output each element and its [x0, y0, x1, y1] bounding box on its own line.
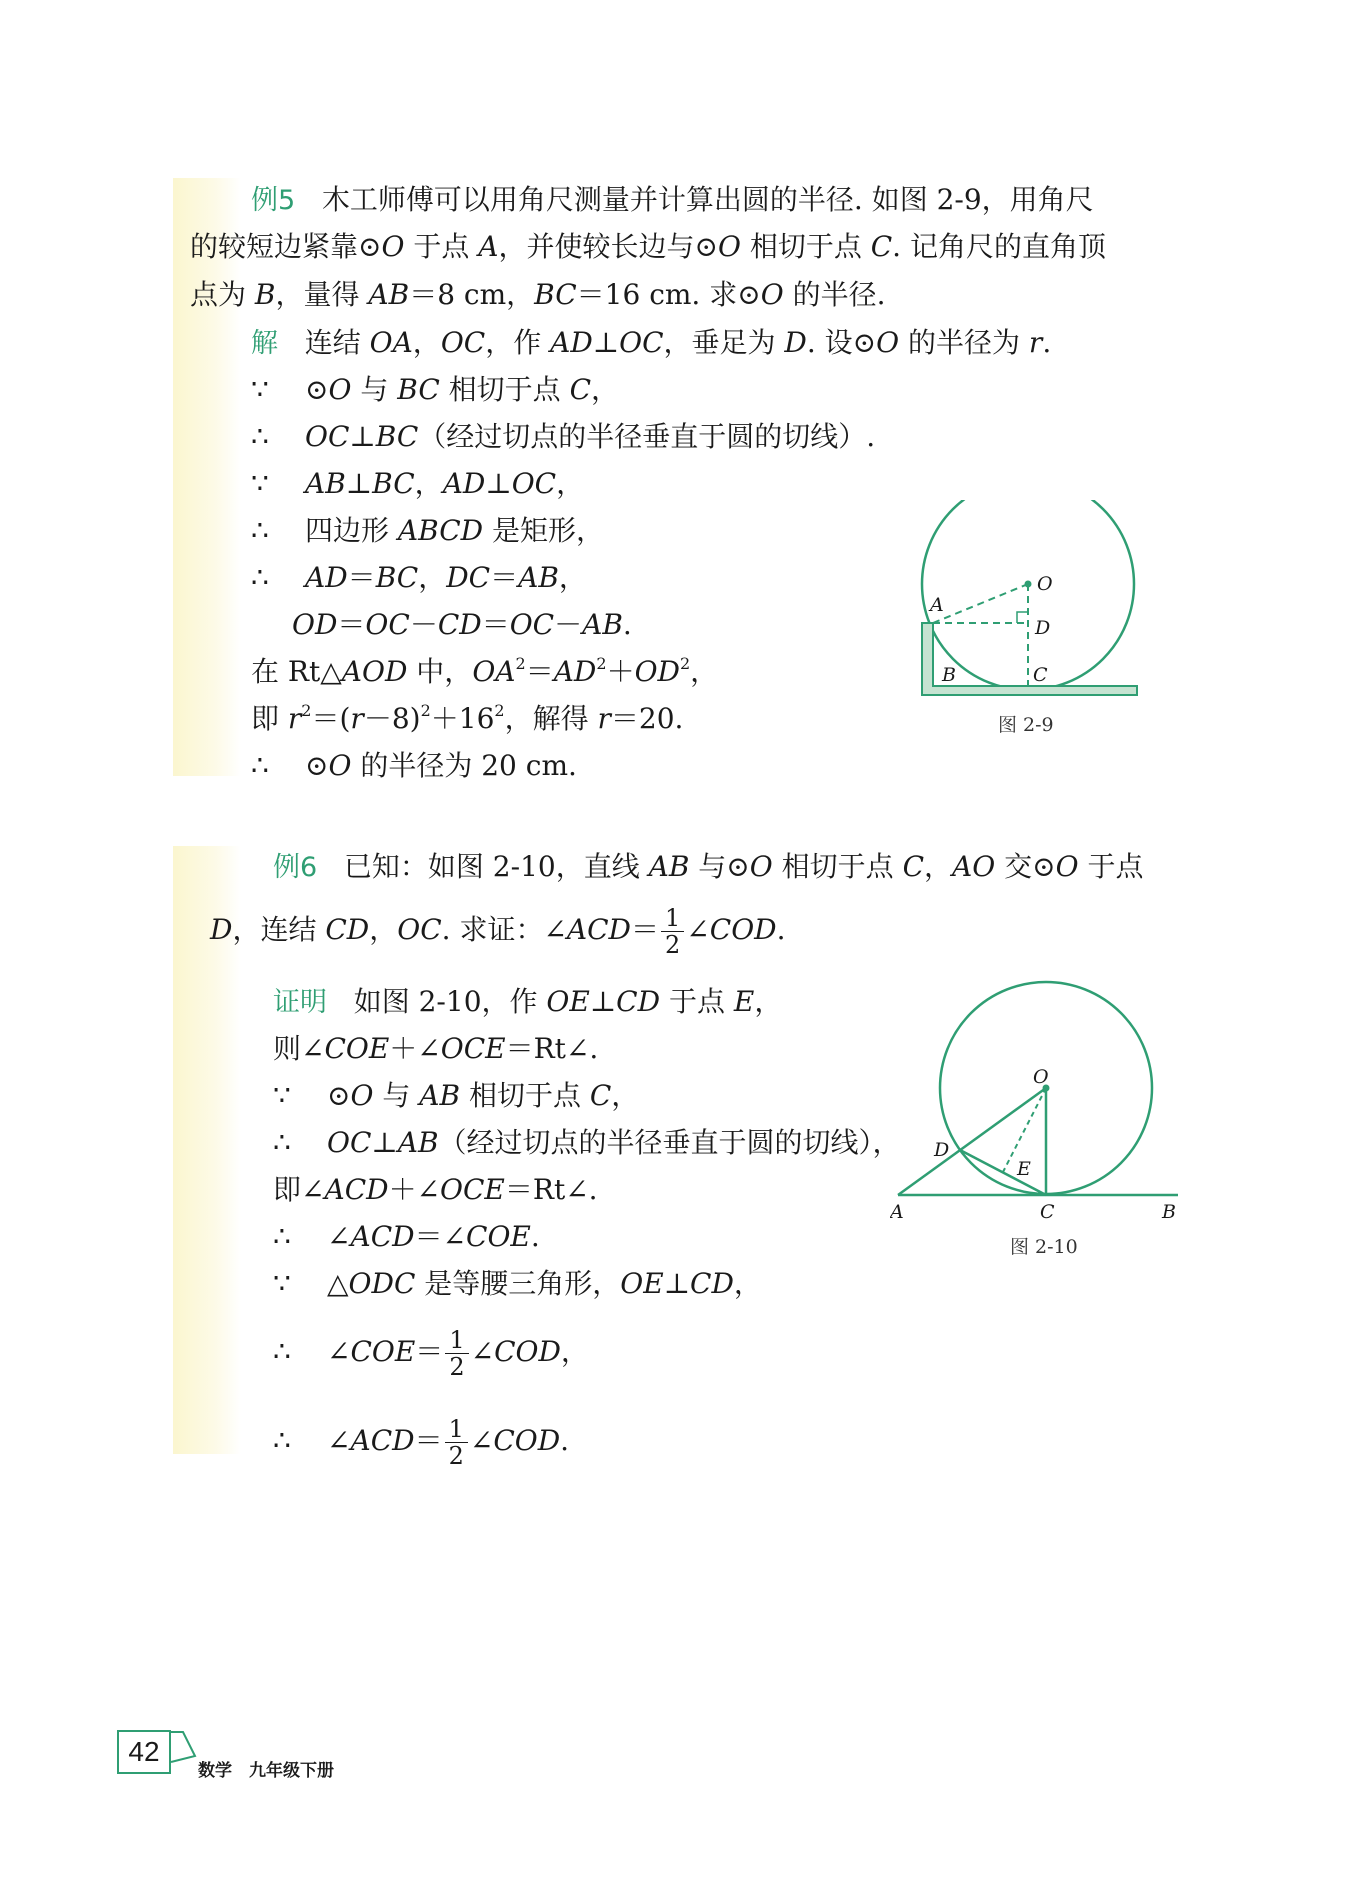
fraction-one-half: $\frac{1}{2}$ — [445, 1327, 468, 1380]
right-angle-mark — [1017, 612, 1028, 623]
figure-2-9 — [900, 500, 1160, 710]
figure-2-9-caption: 图 2-9 — [998, 714, 1054, 736]
ex6-proof-line-7: ∵ △ODC 是等腰三角形，OE⊥CD， — [273, 1264, 762, 1304]
center-point-o — [1025, 581, 1032, 588]
therefore-symbol: ∴ — [273, 1335, 291, 1368]
ex6-problem-line-2: D，连结 CD，OC. 求证：∠ACD＝ $\frac{1}{2}$ ∠COD. — [210, 904, 786, 959]
ex5-problem-line-3: 点为 B，量得 AB＝8 cm，BC＝16 cm. 求⊙O 的半径. — [190, 278, 886, 311]
ex6-proof-line-9: ∴ ∠ACD＝ $\frac{1}{2}$ ∠COD. — [273, 1415, 570, 1470]
because-symbol: ∵ — [273, 1079, 291, 1112]
ex6-proof-line-4: ∴ OC⊥AB（经过切点的半径垂直于圆的切线）， — [273, 1123, 901, 1163]
page-tab-arrow-icon — [169, 1730, 199, 1778]
ex5-solution-line-4: ∵ AB⊥BC，AD⊥OC， — [251, 464, 584, 504]
ex5-solution-line-3: ∴ OC⊥BC（经过切点的半径垂直于圆的切线）. — [251, 417, 875, 457]
fig10-label-b: B — [1162, 1201, 1176, 1223]
ex6-proof-line-1: 证明 如图 2-10，作 OE⊥CD 于点 E， — [273, 985, 783, 1018]
ex5-problem-line-2: 的较短边紧靠⊙O 于点 A，并使较长边与⊙O 相切于点 C. 记角尺的直角顶 — [190, 230, 1106, 263]
ex5-solution-line-5: ∴ 四边形 ABCD 是矩形， — [251, 511, 604, 551]
because-symbol: ∵ — [251, 373, 269, 406]
ex5-solution-line-6: ∴ AD＝BC，DC＝AB， — [251, 558, 587, 598]
fig10-label-o: O — [1033, 1066, 1049, 1088]
fraction-one-half: $\frac{1}{2}$ — [661, 905, 684, 958]
highlight-band-example-5 — [173, 178, 241, 776]
ex5-solution-line-9: 即 $r^2=(r-8)^2+16^2$，解得 r＝20. — [251, 701, 684, 735]
ex6-proof-line-8: ∴ ∠COE＝ $\frac{1}{2}$ ∠COD， — [273, 1326, 589, 1381]
ex5-problem-text: 木工师傅可以用角尺测量并计算出圆的半径. 如图 2-9，用角尺 — [321, 183, 1094, 216]
fig10-label-e: E — [1017, 1158, 1031, 1180]
ex5-solution-line-10: ∴ ⊙O 的半径为 20 cm. — [251, 746, 577, 786]
segment-cd — [960, 1150, 1046, 1195]
fig10-label-a: A — [890, 1201, 904, 1223]
ex6-proof-line-5: 即∠ACD＋∠OCE＝Rt∠. — [273, 1173, 598, 1206]
ex5-solution-line-7: OD＝OC－CD＝OC－AB. — [292, 608, 632, 641]
fig9-label-a: A — [930, 594, 944, 616]
because-symbol: ∵ — [273, 1267, 291, 1300]
therefore-symbol: ∴ — [273, 1424, 291, 1457]
book-title: 数学 九年级下册 — [198, 1761, 334, 1781]
ex5-solution-label: 解 — [251, 328, 278, 359]
ex6-label: 例6 — [273, 852, 318, 883]
page-number: 42 — [117, 1730, 171, 1774]
ex5-problem-line-1 — [251, 180, 1094, 221]
fig9-label-b: B — [942, 664, 956, 686]
therefore-symbol: ∴ — [251, 749, 269, 782]
figure-2-10-caption: 图 2-10 — [1010, 1236, 1078, 1258]
fig10-label-d: D — [934, 1139, 950, 1161]
therefore-symbol: ∴ — [251, 561, 269, 594]
fraction-one-half: $\frac{1}{2}$ — [445, 1416, 468, 1469]
ex5-solution-line-1: 解 连结 OA，OC，作 AD⊥OC，垂足为 D. 设⊙O 的半径为 r. — [251, 326, 1052, 359]
ex5-label: 例5 — [251, 185, 296, 216]
fig10-label-c: C — [1040, 1201, 1055, 1223]
therefore-symbol: ∴ — [251, 420, 269, 453]
ex5-solution-line-8: 在 Rt△AOD 中，$OA^2=AD^2+OD^2$， — [251, 654, 719, 688]
therefore-symbol: ∴ — [251, 514, 269, 547]
ex6-proof-line-3: ∵ ⊙O 与 AB 相切于点 C， — [273, 1076, 639, 1116]
fig9-label-c: C — [1033, 664, 1048, 686]
fig9-label-d: D — [1035, 617, 1051, 639]
segment-ao — [933, 584, 1028, 623]
ex5-solution-line-2: ∵ ⊙O 与 BC 相切于点 C， — [251, 370, 619, 410]
therefore-symbol: ∴ — [273, 1220, 291, 1253]
fig9-label-o: O — [1037, 573, 1053, 595]
therefore-symbol: ∴ — [273, 1126, 291, 1159]
figure-2-10 — [890, 975, 1190, 1225]
ex6-problem-line-1: 例6 已知：如图 2-10，直线 AB 与⊙O 相切于点 C，AO 交⊙O 于点 — [273, 850, 1144, 883]
ex6-proof-line-2: 则∠COE＋∠OCE＝Rt∠. — [273, 1032, 599, 1065]
ex6-proof-label: 证明 — [273, 987, 327, 1018]
because-symbol: ∵ — [251, 467, 269, 500]
ex6-proof-line-6: ∴ ∠ACD＝∠COE. — [273, 1217, 540, 1257]
